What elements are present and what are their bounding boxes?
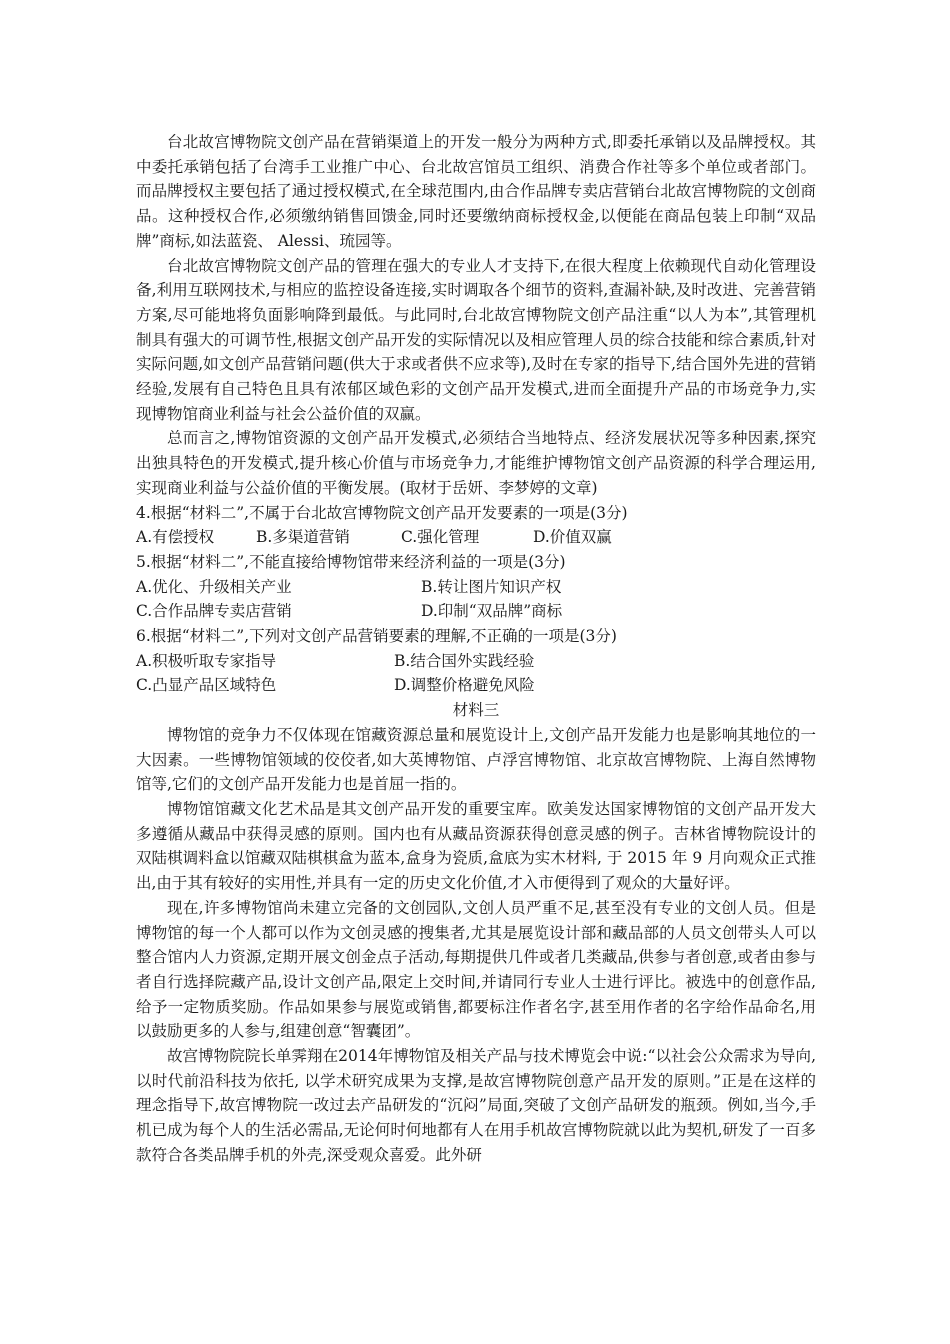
question-4-option-b: B.多渠道营销 (256, 528, 350, 547)
question-4-option-d: D.价值双赢 (533, 528, 612, 547)
page-content (136, 130, 816, 1168)
material3-paragraph-1: 博物馆的竞争力不仅体现在馆藏资源总量和展览设计上,文创产品开发能力也是影响其地位的一大因素。一些博物馆领域的佼佼者,如大英博物馆、卢浮宫博物馆、北京故宫博物院、上海自然博物馆等,它们的文创产品开发能力也是首屈一指的。 (136, 725, 816, 794)
material3-heading: 材料三 (452, 701, 500, 720)
question-6-option-a: A.积极听取专家指导 (136, 651, 277, 670)
question-4-option-c: C.强化管理 (401, 528, 480, 547)
question-6-options-row-1 (136, 649, 816, 674)
material3-paragraph-3: 现在,许多博物馆尚未建立完备的文创园队,文创人员严重不足,甚至没有专业的文创人员。但是博物馆的每一个人都可以作为文创灵感的搜集者,尤其是展览设计部和藏品部的人员文创带头人可以整合馆内人力资源,定期开展文创金点子活动,每期提供几件或者几类藏品,供参与者创意,或者由参与者自行选择院藏产品,设计文创产品,限定上交时间,并请同行专业人士进行评比。被选中的创意作品,给予一定物质奖励。作品如果参与展览或销售,都要标注作者名字,甚至用作者的名字给作品命名,用以鼓励更多的人参与,组建创意“智囊团”。 (136, 898, 816, 1041)
question-5-option-a: A.优化、升级相关产业 (136, 577, 292, 596)
material3-paragraph-2: 博物馆馆藏文化艺术品是其文创产品开发的重要宝库。欧美发达国家博物馆的文创产品开发大多遵循从藏品中获得灵感的原则。国内也有从藏品资源获得创意灵感的例子。吉林省博物院设计的双陆棋调料盒以馆藏双陆棋棋盒为蓝本,盒身为瓷质,盒底为实木材料, 于 2015 年 9 月向观众正式推出,由于其有较好的实用性,并具有一定的历史文化价值,才入市便得到了观众的大量好评。 (136, 799, 816, 893)
material3-paragraph-4: 故宫博物院院长单霁翔在2014年博物馆及相关产品与技术博览会中说:“以社会公众需求为导向,以时代前沿科技为依托, 以学术研究成果为支撑,是故宫博物院创意产品开发的原则。”正是在这样的理念指导下,故宫博物院一改过去产品研发的“沉闷”局面,突破了文创产品研发的瓶颈。例如,当今,手机已成为每个人的生活必需品,无论何时何地都有人在用手机故宫博物院就以此为契机,研发了一百多款符合各类品牌手机的外壳,深受观众喜爱。此外研 (136, 1047, 816, 1164)
material2-paragraph-1: 台北故宫博物院文创产品在营销渠道上的开发一般分为两种方式,即委托承销以及品牌授权。其中委托承销包括了台湾手工业推广中心、台北故宫馆员工组织、消费合作社等多个单位或者部门。而品牌授权主要包括了通过授权模式,在全球范围内,由合作品牌专卖店营销台北故宫博物院的文创商品。这种授权合作,必须缴纳销售回馈金,同时还要缴纳商标授权金,以便能在商品包装上印制“双品牌”商标,如法蓝瓷、 Alessi、琉园等。 (136, 133, 816, 250)
question-5-options-row-2 (136, 599, 816, 624)
question-5-option-b: B.转让图片知识产权 (421, 577, 562, 596)
question-4-options (136, 525, 816, 550)
question-5-options-row-1 (136, 575, 816, 600)
material2-paragraph-2: 台北故宫博物院文创产品的管理在强大的专业人才支持下,在很大程度上依赖现代自动化管理设备,利用互联网技术,与相应的监控设备连接,实时调取各个细节的资料,查漏补缺,及时改进、完善营销方案,尽可能地将负面影响降到最低。与此同时,台北故宫博物院文创产品注重“以人为本”,其管理机制具有强大的可调节性,根据文创产品开发的实际情况以及相应管理人员的综合技能和综合素质,针对实际问题,如文创产品营销问题(供大于求或者供不应求等),及时在专家的指导下,结合国外先进的营销经验,发展有自己特色且具有浓郁区域色彩的文创产品开发模式,进而全面提升产品的市场竞争力,实现博物馆商业利益与社会公益价值的双赢。 (136, 256, 816, 423)
question-5-option-d: D.印制“双品牌”商标 (421, 602, 563, 621)
question-5-stem: 5.根据“材料二”,不能直接给博物馆带来经济利益的一项是(3分) (136, 552, 566, 571)
question-6-option-d: D.调整价格避免风险 (394, 676, 535, 695)
question-4-stem: 4.根据“材料二”,不属于台北故宫博物院文创产品开发要素的一项是(3分) (136, 503, 628, 522)
question-6-options-row-2 (136, 673, 816, 698)
question-6-option-c: C.凸显产品区域特色 (136, 676, 277, 695)
question-6-option-b: B.结合国外实践经验 (394, 651, 535, 670)
question-4-option-a: A.有偿授权 (136, 528, 215, 547)
question-5-option-c: C.合作品牌专卖店营销 (136, 602, 292, 621)
question-6-stem: 6.根据“材料二”,下列对文创产品营销要素的理解,不正确的一项是(3分) (136, 627, 617, 646)
material2-paragraph-3: 总而言之,博物馆资源的文创产品开发模式,必须结合当地特点、经济发展状况等多种因素,探究出独具特色的开发模式,提升核心价值与市场竞争力,才能维护博物馆文创产品资源的科学合理运用,实现商业利益与公益价值的平衡发展。(取材于岳妍、李梦婷的文章) (136, 429, 816, 497)
